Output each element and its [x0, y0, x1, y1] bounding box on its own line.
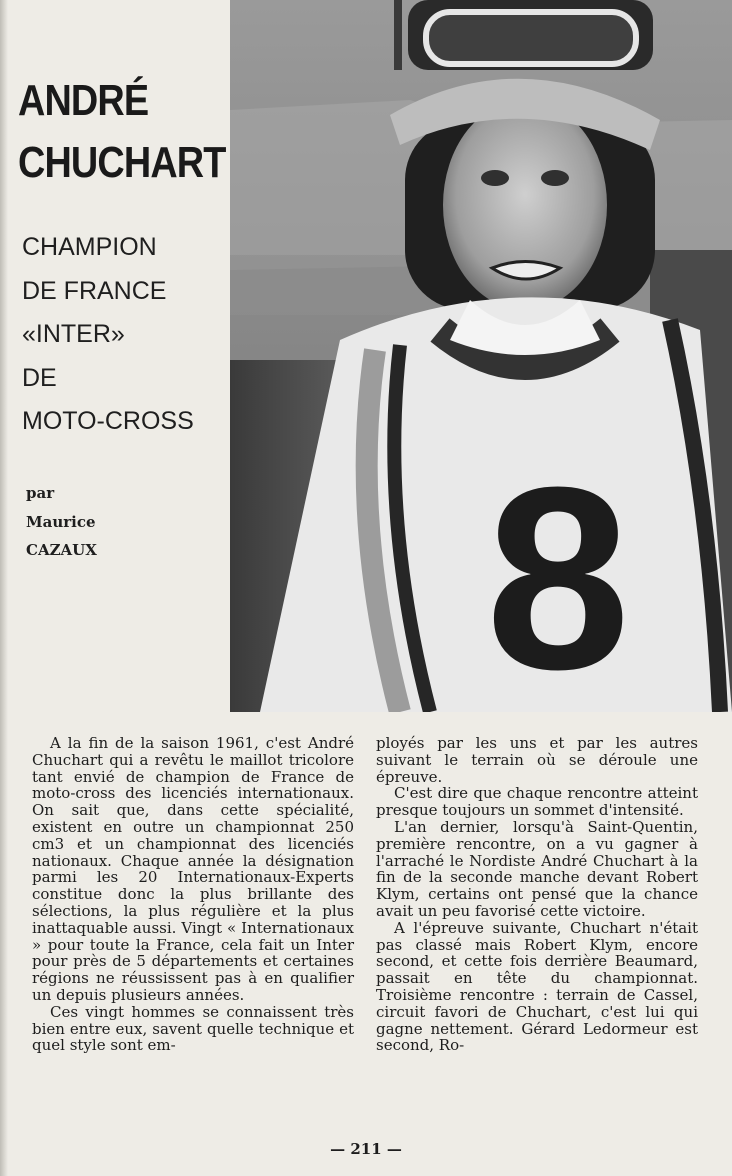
subtitle-line: DE FRANCE [22, 276, 167, 305]
page-number: — 211 — [330, 1140, 402, 1158]
paragraph: L'an dernier, lorsqu'à Saint-Quentin, première rencontre, on a vu gagner à l'arraché le Nordiste André Chuchart à la fin de la seconde manche devant Robert Klym, certains ont pensé que la chance avait un peu favorisé cette victoire. [376, 817, 698, 920]
subtitle-line: MOTO-CROSS [22, 407, 194, 435]
page-edge-shadow [0, 0, 8, 1176]
article-subtitle [22, 226, 232, 444]
title-last-name: CHUCHART [18, 138, 226, 187]
byline [26, 479, 226, 565]
paragraph: Ces vingt hommes se connaissent très bien entre eux, savent quelle technique et quel style sont em- [32, 1002, 354, 1055]
rider-photo [230, 0, 732, 712]
title-first-name: ANDRÉ [18, 76, 149, 125]
paragraph: C'est dire que chaque rencontre atteint presque toujours un sommet d'intensité. [376, 784, 698, 820]
article-title [18, 70, 226, 194]
text-column-1 [32, 735, 354, 1054]
paragraph: A l'épreuve suivante, Chuchart n'était pas classé mais Robert Klym, encore second, et cette fois derrière Beaumard, passait en tête du championnat. Troisième rencontre : terrain de Cassel, circuit favori de Chuchart, c'est lui qui gagne nettement. Gérard Ledormeur est second, Ro- [376, 918, 698, 1055]
paragraph: ployés par les uns et par les autres suivant le terrain où se déroule une épreuve. [376, 734, 698, 786]
byline-par: par [26, 484, 55, 502]
subtitle-line: DE [22, 363, 57, 392]
text-column-2 [376, 735, 698, 1054]
paragraph: A la fin de la saison 1961, c'est André Chuchart qui a revêtu le maillot tricolore tant envié de champion de France de moto-cross des licenciés internationaux. On sait que, dans cette spécialité, existent en outre un championnat 250 cm3 et un championnat des licenciés nationaux. Chaque année la désignation parmi les 20 Internationaux-Experts constitue donc la plus brillante des sélections, la plus régulière et la plus inattaquable aussi. Vingt « Internationaux » pour toute la France, cela fait un Inter pour près de 5 départements et certaines régions ne réussissent pas à en qualifier un depuis plusieurs années. [32, 734, 354, 1004]
byline-first-name: Maurice [26, 512, 96, 531]
subtitle-line: «INTER» [22, 320, 125, 348]
bib-number: 8 [485, 434, 631, 712]
subtitle-line: CHAMPION [22, 233, 157, 261]
byline-last-name: CAZAUX [26, 541, 97, 559]
